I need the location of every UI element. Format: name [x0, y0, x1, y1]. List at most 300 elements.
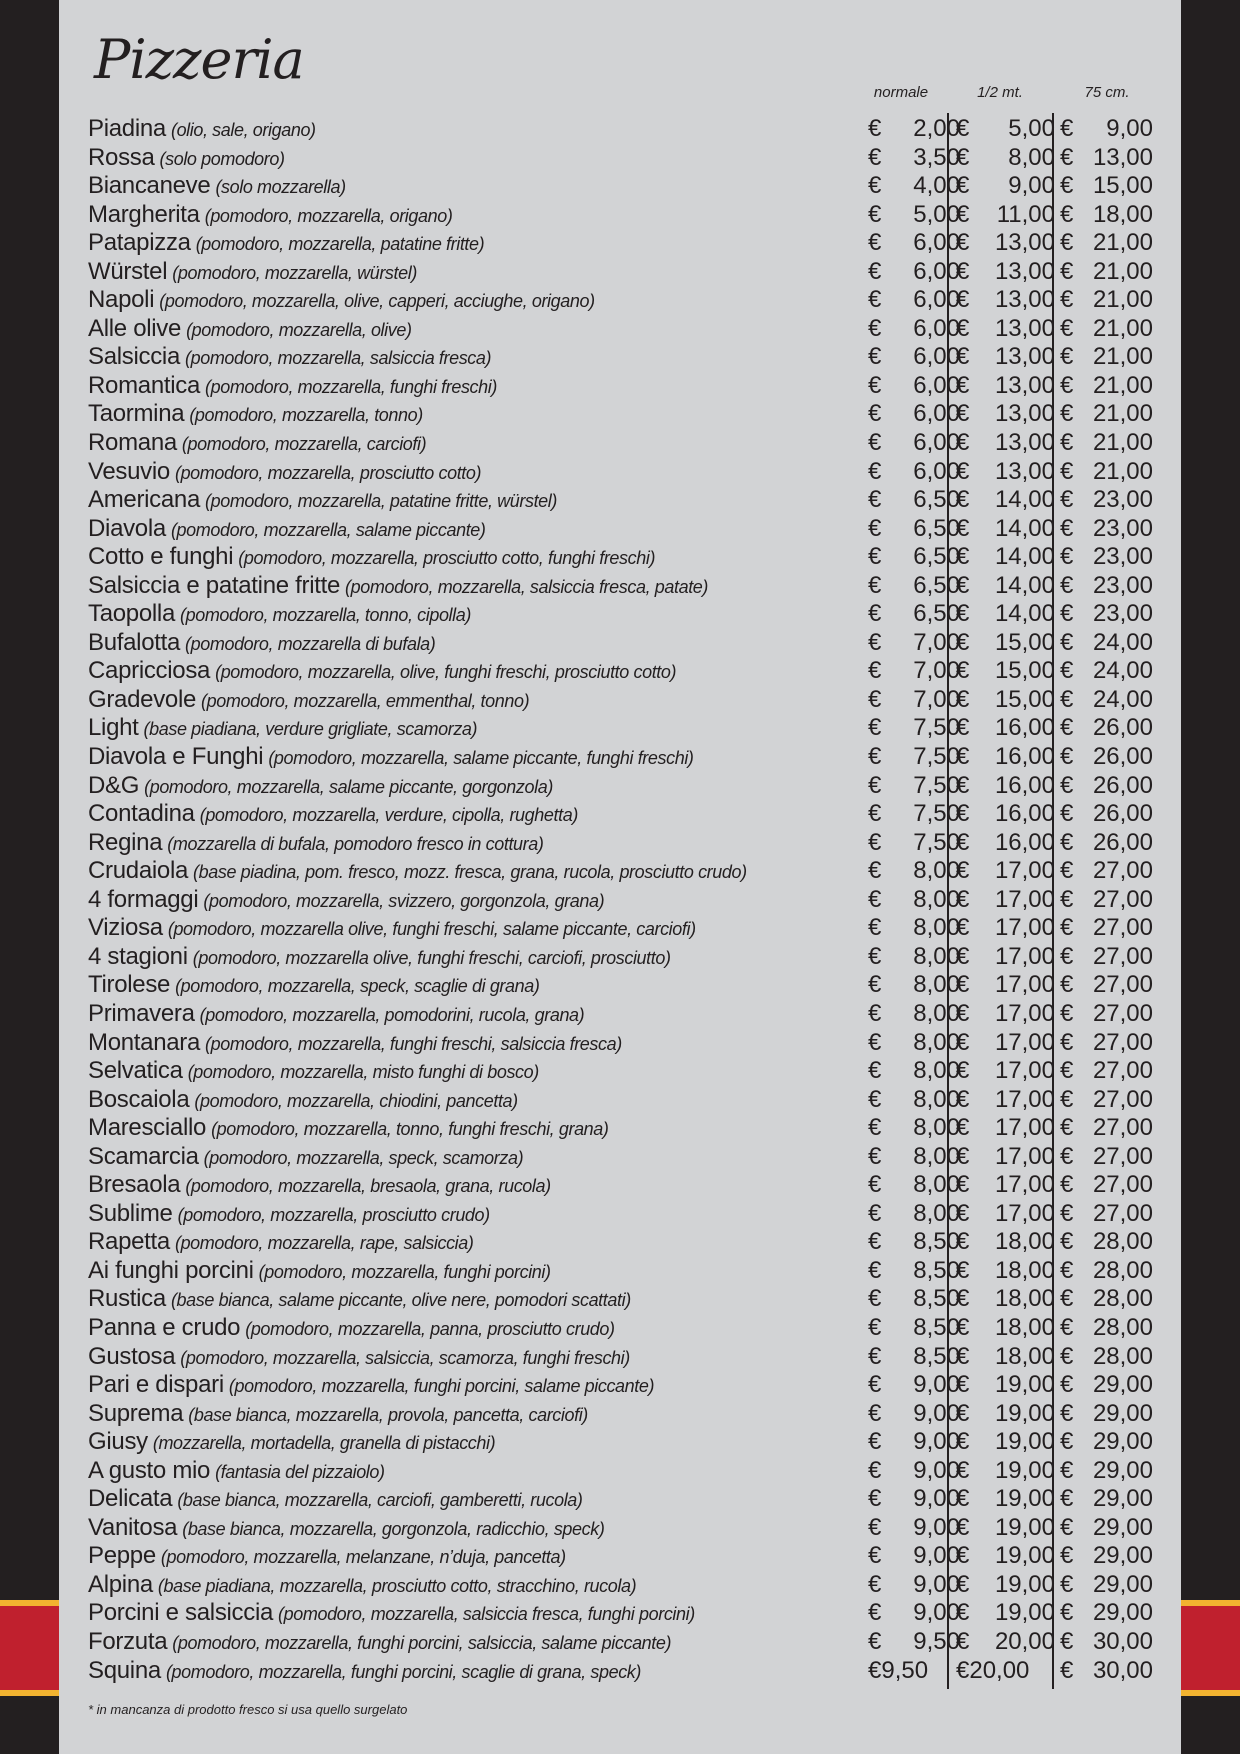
pizza-ingredients: (pomodoro, mozzarella, salsiccia fresca, patate) [345, 576, 709, 597]
price-value: 8,00 [913, 1142, 960, 1170]
euro-symbol: € [868, 286, 882, 314]
price-value: 24,00 [1092, 685, 1153, 713]
pizza-name: Giusy [88, 1428, 148, 1456]
pizza-ingredients: (pomodoro, mozzarella, speck, scaglie di grana) [175, 976, 540, 997]
pizza-name: Boscaiola [88, 1085, 190, 1113]
price-value: 27,00 [1092, 1199, 1153, 1227]
euro-symbol: € [868, 1342, 882, 1370]
price-value: 3,50 [913, 143, 960, 171]
menu-item-row [88, 1457, 1168, 1486]
price-value: 19,00 [994, 1399, 1055, 1427]
euro-symbol: € [1060, 914, 1074, 942]
euro-symbol: € [1060, 457, 1074, 485]
pizza-name: Gradevole [88, 685, 197, 713]
pizza-name: Diavola e Funghi [88, 743, 264, 771]
price-value: 18,00 [994, 1256, 1055, 1284]
euro-symbol: € [956, 1199, 970, 1227]
price-value: 27,00 [1092, 914, 1153, 942]
price-value: 14,00 [994, 514, 1055, 542]
pizza-name: Biancaneve [88, 172, 211, 200]
euro-symbol: € [1060, 800, 1074, 828]
euro-symbol: € [956, 800, 970, 828]
euro-symbol: € [956, 457, 970, 485]
euro-symbol: € [868, 1599, 882, 1627]
euro-symbol: € [1060, 828, 1074, 856]
euro-symbol: € [956, 743, 970, 771]
euro-symbol: € [868, 229, 882, 257]
pizza-ingredients: (pomodoro, mozzarella, pomodorini, rucola, grana) [199, 1004, 585, 1025]
euro-symbol: € [868, 685, 882, 713]
price-value: 7,00 [913, 657, 960, 685]
price-value: 28,00 [1092, 1256, 1153, 1284]
euro-symbol: € [868, 743, 882, 771]
price-value: 8,00 [1008, 143, 1055, 171]
menu-item-row [88, 1599, 1168, 1628]
menu-item-row [88, 1228, 1168, 1257]
euro-symbol: € [956, 371, 970, 399]
price-value: 21,00 [1092, 457, 1153, 485]
price-value: 26,00 [1092, 714, 1153, 742]
pizza-name: 4 formaggi [88, 885, 199, 913]
euro-symbol: € [1060, 1485, 1074, 1513]
price-value: 8,00 [913, 971, 960, 999]
price-value: 8,00 [913, 1028, 960, 1056]
euro-symbol: € [1060, 1256, 1074, 1284]
euro-symbol: € [956, 885, 970, 913]
euro-symbol: € [956, 1313, 970, 1341]
euro-symbol: € [1060, 115, 1074, 142]
column-header-half-meter: 1/2 mt. [977, 84, 1023, 101]
euro-symbol: € [956, 172, 970, 200]
pizza-name: Salsiccia e patatine fritte [88, 571, 341, 599]
euro-symbol: € [956, 314, 970, 342]
price-value: 30,00 [1092, 1627, 1153, 1655]
menu-item-row [88, 714, 1168, 743]
euro-symbol: € [868, 942, 882, 970]
euro-symbol: € [956, 857, 970, 885]
euro-symbol: € [868, 1570, 882, 1598]
price-value: 29,00 [1092, 1485, 1153, 1513]
euro-symbol: € [956, 1456, 970, 1484]
menu-item-row [88, 486, 1168, 515]
price-value: 13,00 [994, 229, 1055, 257]
price-value: €20,00 [956, 1656, 1030, 1684]
euro-symbol: € [956, 1627, 970, 1655]
menu-item-row [88, 829, 1168, 858]
price-value: 18,00 [994, 1342, 1055, 1370]
menu-item-row [88, 400, 1168, 429]
price-value: 8,00 [913, 999, 960, 1027]
price-value: 8,00 [913, 885, 960, 913]
price-value: 9,00 [1008, 172, 1055, 200]
price-value: 6,00 [913, 457, 960, 485]
price-value: 27,00 [1092, 857, 1153, 885]
price-value: 7,50 [913, 743, 960, 771]
euro-symbol: € [1060, 1656, 1074, 1684]
price-value: 13,00 [994, 257, 1055, 285]
footnote: * in mancanza di prodotto fresco si usa quello surgelato [88, 1702, 408, 1717]
price-value: 17,00 [994, 1028, 1055, 1056]
euro-symbol: € [956, 1399, 970, 1427]
euro-symbol: € [1060, 657, 1074, 685]
price-value: 23,00 [1092, 600, 1153, 628]
price-value: 6,00 [913, 429, 960, 457]
price-value: 8,50 [913, 1342, 960, 1370]
euro-symbol: € [1060, 343, 1074, 371]
euro-symbol: € [1060, 885, 1074, 913]
euro-symbol: € [868, 343, 882, 371]
euro-symbol: € [868, 1114, 882, 1142]
euro-symbol: € [868, 1199, 882, 1227]
euro-symbol: € [1060, 1513, 1074, 1541]
price-value: 13,00 [994, 400, 1055, 428]
euro-symbol: € [1060, 1114, 1074, 1142]
pizza-ingredients: (pomodoro, mozzarella, salame piccante, funghi freschi) [268, 748, 694, 769]
price-value: 29,00 [1092, 1371, 1153, 1399]
euro-symbol: € [1060, 1313, 1074, 1341]
price-value: 21,00 [1092, 229, 1153, 257]
price-value: 29,00 [1092, 1399, 1153, 1427]
price-value: 21,00 [1092, 429, 1153, 457]
pizza-ingredients: (pomodoro, mozzarella, panna, prosciutto crudo) [245, 1318, 615, 1339]
menu-item-row [88, 1086, 1168, 1115]
pizza-ingredients: (base bianca, mozzarella, gorgonzola, radicchio, speck) [182, 1518, 605, 1539]
price-value: 27,00 [1092, 1142, 1153, 1170]
menu-item-row [88, 458, 1168, 487]
price-value: 17,00 [994, 1142, 1055, 1170]
pizza-name: Taopolla [88, 600, 176, 628]
price-value: 13,00 [994, 371, 1055, 399]
euro-symbol: € [868, 514, 882, 542]
price-value: 9,00 [913, 1456, 960, 1484]
menu-item-row [88, 800, 1168, 829]
price-value: 8,00 [913, 914, 960, 942]
price-value: 19,00 [994, 1542, 1055, 1570]
menu-item-row [88, 1171, 1168, 1200]
euro-symbol: € [868, 657, 882, 685]
pizza-name: Romantica [88, 371, 201, 399]
price-value: 6,50 [913, 571, 960, 599]
euro-symbol: € [868, 1485, 882, 1513]
pizza-ingredients: (pomodoro, mozzarella, patatine fritte) [195, 234, 485, 255]
euro-symbol: € [1060, 1085, 1074, 1113]
euro-symbol: € [956, 429, 970, 457]
euro-symbol: € [956, 571, 970, 599]
euro-symbol: € [956, 1085, 970, 1113]
euro-symbol: € [1060, 1057, 1074, 1085]
euro-symbol: € [956, 343, 970, 371]
pizza-ingredients: (base piadiana, verdure grigliate, scamorza) [143, 719, 478, 740]
menu-item-row [88, 286, 1168, 315]
price-value: 29,00 [1092, 1456, 1153, 1484]
price-value: 17,00 [994, 1171, 1055, 1199]
price-value: 15,00 [994, 685, 1055, 713]
menu-item-row [88, 1200, 1168, 1229]
menu-item-row [88, 1542, 1168, 1571]
price-value: 28,00 [1092, 1285, 1153, 1313]
euro-symbol: € [1060, 1142, 1074, 1170]
price-value: 14,00 [994, 486, 1055, 514]
price-value: 19,00 [994, 1428, 1055, 1456]
euro-symbol: € [956, 1256, 970, 1284]
euro-symbol: € [956, 115, 970, 142]
euro-symbol: € [956, 1428, 970, 1456]
menu-item-row [88, 1285, 1168, 1314]
pizza-ingredients: (solo mozzarella) [215, 177, 346, 198]
menu-item-row [88, 1114, 1168, 1143]
price-value: 18,00 [994, 1228, 1055, 1256]
price-value: 26,00 [1092, 771, 1153, 799]
price-value: 7,50 [913, 828, 960, 856]
price-value: 7,50 [913, 800, 960, 828]
euro-symbol: € [868, 457, 882, 485]
pizza-ingredients: (pomodoro, mozzarella, tonno) [189, 405, 423, 426]
euro-symbol: € [1060, 1627, 1074, 1655]
pizza-name: Maresciallo [88, 1114, 207, 1142]
pizza-name: Bresaola [88, 1171, 181, 1199]
pizza-name: Delicata [88, 1485, 173, 1513]
price-value: 16,00 [994, 800, 1055, 828]
pizza-ingredients: (pomodoro, mozzarella, melanzane, n’duja, pancetta) [160, 1547, 566, 1568]
pizza-name: Gustosa [88, 1342, 176, 1370]
price-value: 14,00 [994, 600, 1055, 628]
price-value: 5,00 [913, 200, 960, 228]
pizza-ingredients: (pomodoro, mozzarella, chiodini, pancetta) [194, 1090, 518, 1111]
price-value: 27,00 [1092, 1057, 1153, 1085]
pizza-name: Panna e crudo [88, 1313, 241, 1341]
euro-symbol: € [956, 1142, 970, 1170]
price-value: 18,00 [994, 1285, 1055, 1313]
price-value: 29,00 [1092, 1542, 1153, 1570]
price-value: 9,00 [913, 1428, 960, 1456]
pizza-name: Crudaiola [88, 857, 189, 885]
pizza-name: Patapizza [88, 229, 191, 257]
euro-symbol: € [1060, 942, 1074, 970]
price-value: 24,00 [1092, 657, 1153, 685]
menu-item-row [88, 943, 1168, 972]
price-value: 17,00 [994, 1057, 1055, 1085]
price-value: 19,00 [994, 1371, 1055, 1399]
pizza-name: Rapetta [88, 1228, 170, 1256]
menu-item-row [88, 772, 1168, 801]
euro-symbol: € [868, 1428, 882, 1456]
pizza-ingredients: (pomodoro, mozzarella, prosciutto cotto) [174, 462, 482, 483]
price-value: 21,00 [1092, 257, 1153, 285]
pizza-ingredients: (pomodoro, mozzarella, funghi freschi, salsiccia fresca) [205, 1033, 622, 1054]
euro-symbol: € [1060, 371, 1074, 399]
price-value: 28,00 [1092, 1313, 1153, 1341]
pizza-name: Romana [88, 429, 177, 457]
pizza-ingredients: (pomodoro, mozzarella, salame piccante) [170, 519, 486, 540]
pizza-name: Salsiccia [88, 343, 180, 371]
euro-symbol: € [1060, 257, 1074, 285]
pizza-ingredients: (pomodoro, mozzarella, funghi porcini, salsiccia, salame piccante) [172, 1632, 672, 1653]
pizza-name: Montanara [88, 1028, 201, 1056]
pizza-ingredients: (pomodoro, mozzarella, olive) [186, 319, 412, 340]
price-value: 7,50 [913, 714, 960, 742]
pizza-name: Taormina [88, 400, 185, 428]
euro-symbol: € [868, 172, 882, 200]
price-value: 4,00 [913, 172, 960, 200]
euro-symbol: € [1060, 514, 1074, 542]
pizza-ingredients: (base bianca, mozzarella, provola, pancetta, carciofi) [188, 1404, 588, 1425]
pizza-ingredients: (pomodoro, mozzarella olive, funghi freschi, carciofi, prosciutto) [192, 947, 671, 968]
pizza-name: Suprema [88, 1399, 184, 1427]
euro-symbol: € [1060, 143, 1074, 171]
menu-item-row [88, 629, 1168, 658]
menu-item-row [88, 1257, 1168, 1286]
pizza-name: Ai funghi porcini [88, 1256, 254, 1284]
pizza-ingredients: (pomodoro, mozzarella, würstel) [172, 262, 417, 283]
pizza-name: Tirolese [88, 971, 171, 999]
menu-item-row [88, 1428, 1168, 1457]
price-value: 6,50 [913, 486, 960, 514]
price-value: 28,00 [1092, 1342, 1153, 1370]
menu-item-row [88, 1314, 1168, 1343]
price-value: 9,00 [913, 1513, 960, 1541]
menu-item-row [88, 1485, 1168, 1514]
menu-item-row [88, 1143, 1168, 1172]
price-value: 26,00 [1092, 800, 1153, 828]
pizza-name: Porcini e salsiccia [88, 1599, 274, 1627]
pizza-ingredients: (pomodoro, mozzarella, carciofi) [181, 434, 427, 455]
price-value: 23,00 [1092, 486, 1153, 514]
menu-item-row [88, 572, 1168, 601]
price-value: 6,50 [913, 543, 960, 571]
pizza-ingredients: (fantasia del pizzaiolo) [215, 1461, 385, 1482]
price-value: 8,50 [913, 1285, 960, 1313]
euro-symbol: € [956, 1028, 970, 1056]
menu-item-row [88, 258, 1168, 287]
price-value: 28,00 [1092, 1228, 1153, 1256]
euro-symbol: € [868, 771, 882, 799]
price-value: 27,00 [1092, 1114, 1153, 1142]
price-value: 27,00 [1092, 1171, 1153, 1199]
price-value: 21,00 [1092, 314, 1153, 342]
euro-symbol: € [1060, 1456, 1074, 1484]
price-value: 16,00 [994, 771, 1055, 799]
price-value: 11,00 [996, 200, 1055, 228]
price-value: 17,00 [994, 1114, 1055, 1142]
menu-item-row [88, 144, 1168, 173]
euro-symbol: € [956, 1542, 970, 1570]
price-value: 13,00 [994, 429, 1055, 457]
euro-symbol: € [1060, 1542, 1074, 1570]
menu-item-row [88, 1029, 1168, 1058]
pizza-name: 4 stagioni [88, 942, 188, 970]
pizza-ingredients: (pomodoro, mozzarella, olive, funghi freschi, prosciutto cotto) [215, 662, 677, 683]
euro-symbol: € [868, 1085, 882, 1113]
pizza-ingredients: (pomodoro, mozzarella, prosciutto crudo) [177, 1204, 490, 1225]
pizza-name: Contadina [88, 800, 195, 828]
menu-item-row [88, 429, 1168, 458]
euro-symbol: € [1060, 543, 1074, 571]
price-value: 6,50 [913, 600, 960, 628]
price-value: 24,00 [1092, 628, 1153, 656]
price-value: 6,00 [913, 286, 960, 314]
euro-symbol: € [868, 971, 882, 999]
euro-symbol: € [868, 543, 882, 571]
euro-symbol: € [1060, 1599, 1074, 1627]
price-value: 26,00 [1092, 828, 1153, 856]
euro-symbol: € [1060, 999, 1074, 1027]
euro-symbol: € [956, 1057, 970, 1085]
euro-symbol: € [956, 1342, 970, 1370]
euro-symbol: € [868, 1313, 882, 1341]
price-value: 7,00 [913, 628, 960, 656]
price-value: 8,00 [913, 1199, 960, 1227]
pizza-ingredients: (pomodoro, mozzarella, salame piccante, gorgonzola) [144, 776, 553, 797]
pizza-name: Peppe [88, 1542, 156, 1570]
pizza-name: Bufalotta [88, 628, 181, 656]
euro-symbol: € [868, 828, 882, 856]
menu-list [88, 115, 1168, 1685]
euro-symbol: € [868, 400, 882, 428]
pizza-ingredients: (pomodoro, mozzarella, funghi freschi) [205, 376, 497, 397]
price-value: 9,00 [913, 1371, 960, 1399]
euro-symbol: € [1060, 771, 1074, 799]
euro-symbol: € [868, 1171, 882, 1199]
price-value: 8,00 [913, 1171, 960, 1199]
menu-item-row [88, 315, 1168, 344]
euro-symbol: € [956, 1285, 970, 1313]
price-value: 20,00 [994, 1627, 1055, 1655]
menu-item-row [88, 686, 1168, 715]
euro-symbol: € [956, 914, 970, 942]
euro-symbol: € [1060, 1028, 1074, 1056]
price-value: 17,00 [994, 942, 1055, 970]
pizza-name: Diavola [88, 514, 166, 542]
pizza-ingredients: (pomodoro, mozzarella, emmenthal, tonno) [201, 690, 530, 711]
euro-symbol: € [1060, 1399, 1074, 1427]
price-value: 6,00 [913, 257, 960, 285]
pizza-ingredients: (pomodoro, mozzarella, salsiccia, scamorza, funghi freschi) [180, 1347, 630, 1368]
price-value: 27,00 [1092, 999, 1153, 1027]
price-value: 6,00 [913, 343, 960, 371]
pizza-ingredients: (pomodoro, mozzarella, funghi porcini) [258, 1261, 551, 1282]
price-value: 6,00 [913, 314, 960, 342]
price-value: 9,00 [913, 1542, 960, 1570]
price-value: 9,00 [913, 1599, 960, 1627]
euro-symbol: € [868, 999, 882, 1027]
euro-symbol: € [1060, 743, 1074, 771]
euro-symbol: € [956, 486, 970, 514]
price-value: 27,00 [1092, 971, 1153, 999]
price-value: 27,00 [1092, 1028, 1153, 1056]
menu-title: Pizzeria [94, 28, 304, 91]
pizza-name: Primavera [88, 999, 195, 1027]
price-value: 23,00 [1092, 571, 1153, 599]
price-value: 7,50 [913, 771, 960, 799]
price-value: 6,50 [913, 514, 960, 542]
price-value: 9,00 [1106, 115, 1153, 142]
menu-item-row [88, 857, 1168, 886]
euro-symbol: € [868, 143, 882, 171]
menu-item-row [88, 1657, 1168, 1686]
euro-symbol: € [868, 200, 882, 228]
pizza-name: D&G [88, 771, 140, 799]
menu-item-row [88, 1000, 1168, 1029]
menu-item-row [88, 743, 1168, 772]
euro-symbol: € [1060, 1570, 1074, 1598]
euro-symbol: € [956, 771, 970, 799]
euro-symbol: € [956, 1114, 970, 1142]
price-value: 9,50 [913, 1627, 960, 1655]
euro-symbol: € [1060, 857, 1074, 885]
price-value: 15,00 [994, 628, 1055, 656]
pizza-name: Würstel [88, 257, 168, 285]
price-value: 7,00 [913, 685, 960, 713]
